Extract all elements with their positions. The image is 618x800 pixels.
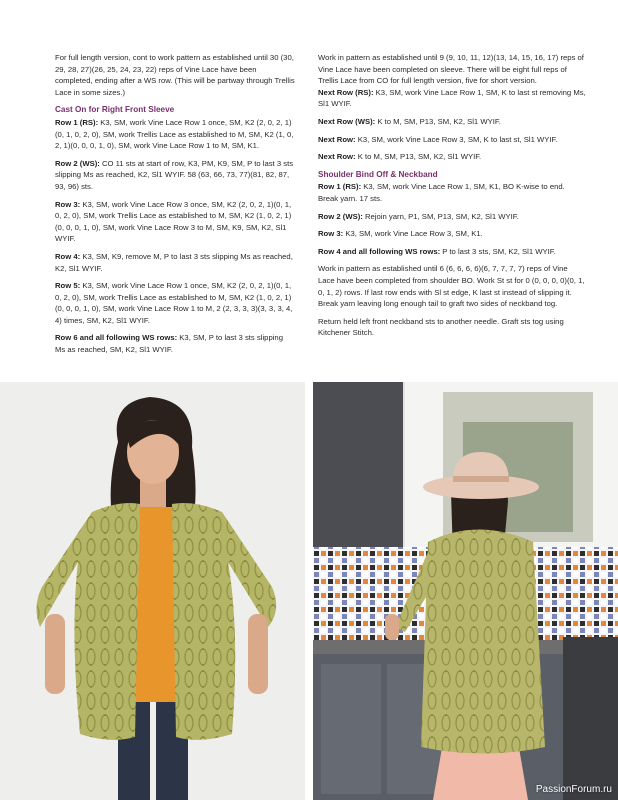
row-text: P to last 3 sts, SM, K2, Sl1 WYIF. <box>440 246 556 256</box>
row-text: K3, SM, work Vine Lace Row 3 once, SM, K2 (2, 0, 2, 1)(0, 1, 0, 2, 0), SM, work Trellis Lace as established to M, SM, K2 (1, 0, 2, 1)(0, 0, 0, 1, 0), SM, work Vine Lace Row 3 to M, SM, K9, SM, K2, Sl1 WYIF. <box>55 199 292 244</box>
row-label: Row 4: <box>55 251 81 261</box>
next-row-4 <box>318 151 586 163</box>
row-text: K3, SM, work Vine Lace Row 3, SM, K to last st, Sl1 WYIF. <box>355 134 558 144</box>
right-intro-paragraph: Work in pattern as established until 9 (9, 10, 11, 12)(13, 14, 15, 16, 17) reps of Vine Lace have been completed on sleeve. There will be eight full reps of Trellis Lace from CO for full length version, five for short version. <box>318 53 584 86</box>
row-label: Row 2 (WS): <box>318 211 363 221</box>
left-row-2 <box>55 158 295 193</box>
front-view-photo <box>0 382 305 800</box>
cast-on-heading: Cast On for Right Front Sleeve <box>55 105 175 115</box>
back-view-illustration <box>313 382 618 800</box>
row-text: K3, SM, work Vine Lace Row 1 once, SM, K2 (2, 0, 2, 1)(0, 1, 0, 2, 0), SM, work Trellis Lace as established to M, SM, K2 (1, 0, 2, 1)(0, 0, 0, 1, 0), SM, work Vine Lace Row 1 to M, SM, K1. <box>55 117 294 151</box>
left-row-3 <box>55 199 295 245</box>
row-label: Next Row: <box>318 152 356 162</box>
row-text: K to M, SM, P13, SM, K2, Sl1 WYIF. <box>375 116 501 126</box>
watermark: PassionForum.ru <box>535 784 612 795</box>
row-label: Row 1 (RS): <box>318 182 362 192</box>
row-text: K3, SM, work Vine Lace Row 1, SM, K1, BO K-wise to end. Break yarn. 17 sts. <box>318 182 565 203</box>
front-view-illustration <box>0 382 305 800</box>
shoulder-heading: Shoulder Bind Off & Neckband <box>318 169 438 179</box>
right-text-column <box>318 52 586 345</box>
row-text: K to M, SM, P13, SM, K2, Sl1 WYIF. <box>355 152 482 162</box>
row-label: Row 5: <box>55 281 81 291</box>
row-text: K3, SM, P to last 3 sts slipping Ms as reached, SM, K2, Sl1 WYIF. <box>55 333 283 355</box>
row-text: K3, SM, work Vine Lace Row 1, SM, K to last st removing Ms, Sl1 WYIF. <box>318 87 586 109</box>
shoulder-row-3 <box>318 228 586 240</box>
row-text: CO 11 sts at start of row, K3, PM, K9, SM, P to last 3 sts slipping Ms as reached, K2, Sl1 WYIF. 58 (63, 66, 73, 77)(81, 82, 87, 93, 96) sts. <box>55 158 294 191</box>
row-label: Row 1 (RS): <box>55 117 99 127</box>
left-intro-paragraph: For full length version, cont to work pattern as established until 30 (30, 29, 28, 27)(26, 25, 24, 23, 22) reps of Vine Lace have been completed, ending after a WS row. (This will be partway through Trellis Lace in some sizes.) <box>55 53 295 97</box>
row-label: Row 3: <box>318 229 344 239</box>
row-label: Row 3: <box>55 199 81 209</box>
next-row-1 <box>318 87 586 110</box>
row-label: Next Row (RS): <box>318 87 374 97</box>
kitchener-paragraph: Return held left front neckband sts to another needle. Graft sts tog using Kitchener Stitch. <box>318 316 564 338</box>
row-label: Next Row: <box>318 134 356 144</box>
shoulder-row-4 <box>318 246 586 258</box>
shoulder-row-1 <box>318 181 586 204</box>
left-text-column <box>55 52 295 362</box>
row-label: Row 2 (WS): <box>55 158 100 168</box>
row-label: Next Row (WS): <box>318 116 376 126</box>
row-label: Row 4 and all following WS rows: <box>318 246 441 256</box>
row-text: K3, SM, work Vine Lace Row 1 once, SM, K2 (2, 0, 2, 1)(0, 1, 0, 2, 0), SM, work Trellis Lace as established to M, SM, K2 (1, 0, 2, 1)(0, 0, 0, 1, 0), SM, work Vine Lace Row 1 to M, 2 (2, 3, 3, 3)(3, 3, 3, 4, 4) times, SM, K2, Sl1 WYIF. <box>55 281 293 325</box>
row-text: K3, SM, K9, remove M, P to last 3 sts slipping Ms as reached, K2, Sl1 WYIF. <box>55 251 293 273</box>
next-row-3 <box>318 134 586 146</box>
left-row-6 <box>55 332 295 355</box>
shoulder-row-2 <box>318 211 586 223</box>
next-row-2 <box>318 116 586 128</box>
left-row-4 <box>55 251 295 274</box>
left-row-1 <box>55 117 295 152</box>
row-text: K3, SM, work Vine Lace Row 3, SM, K1. <box>343 229 483 239</box>
row-label: Row 6 and all following WS rows: <box>55 333 178 343</box>
left-row-5 <box>55 280 295 326</box>
grafting-paragraph: Work in pattern as established until 6 (6, 6, 6, 6)(6, 7, 7, 7, 7) reps of Vine Lace have been completed from shoulder BO. Work St st for 0 (0, 0, 0, 0)(0, 1, 0, 1, 2) rows. If last row ends with Sl st edge, K last st instead of slipping it. Break yarn leaving long enough tail to graft two sides of neckband tog. <box>318 264 585 309</box>
back-view-photo <box>313 382 618 800</box>
row-text: Rejoin yarn, P1, SM, P13, SM, K2, Sl1 WYIF. <box>362 211 519 221</box>
